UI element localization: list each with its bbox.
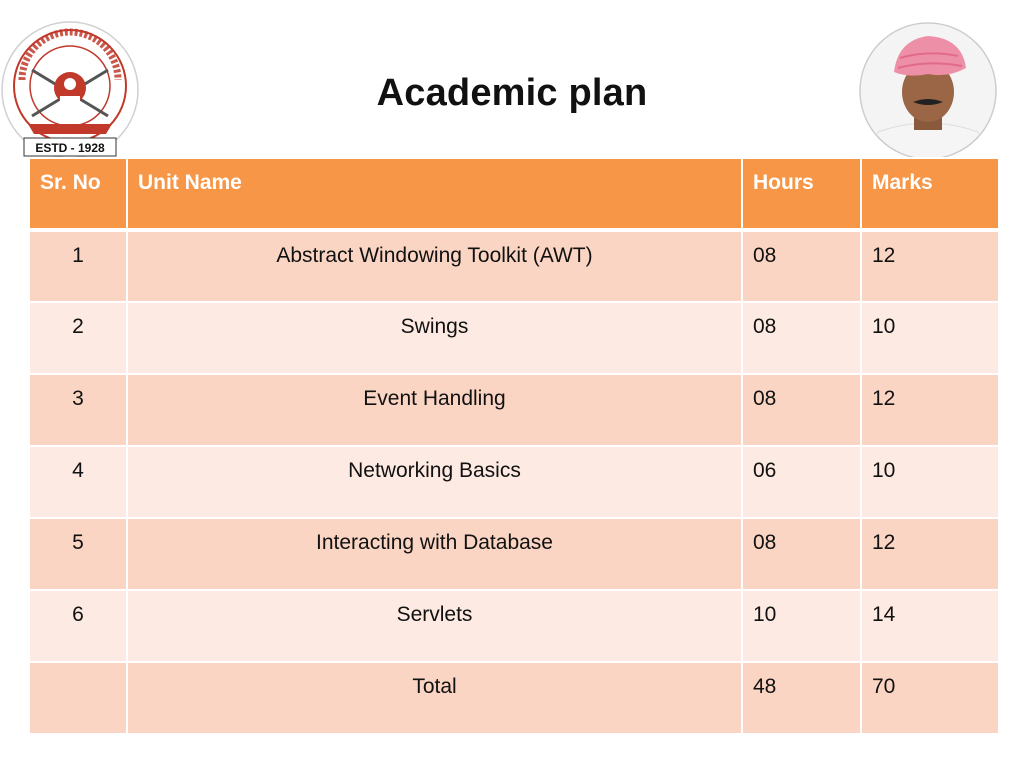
table-total-row <box>29 662 999 734</box>
cell-marks: 10 <box>861 446 999 518</box>
cell-sr-no: 2 <box>29 302 127 374</box>
table-row <box>29 590 999 662</box>
cell-marks: 14 <box>861 590 999 662</box>
cell-marks: 12 <box>861 374 999 446</box>
logo-estd-text: ESTD - 1928 <box>35 141 105 155</box>
cell-sr-no: 4 <box>29 446 127 518</box>
header-marks: Marks <box>861 158 999 230</box>
cell-total-hours: 48 <box>742 662 861 734</box>
cell-hours: 08 <box>742 230 861 302</box>
cell-sr-no <box>29 662 127 734</box>
table-row <box>29 518 999 590</box>
cell-total-marks: 70 <box>861 662 999 734</box>
cell-unit-name: Servlets <box>127 590 742 662</box>
cell-hours: 08 <box>742 302 861 374</box>
cell-marks: 12 <box>861 230 999 302</box>
institution-logo <box>0 20 140 160</box>
table-header-row <box>29 158 999 230</box>
table-row <box>29 302 999 374</box>
table-row <box>29 230 999 302</box>
page-title: Academic plan <box>376 72 648 114</box>
cell-sr-no: 1 <box>29 230 127 302</box>
cell-unit-name: Swings <box>127 302 742 374</box>
cell-hours: 06 <box>742 446 861 518</box>
cell-hours: 08 <box>742 518 861 590</box>
cell-total-label: Total <box>127 662 742 734</box>
header-hours: Hours <box>742 158 861 230</box>
cell-sr-no: 5 <box>29 518 127 590</box>
cell-marks: 10 <box>861 302 999 374</box>
table-row <box>29 446 999 518</box>
cell-unit-name: Abstract Windowing Toolkit (AWT) <box>127 230 742 302</box>
cell-unit-name: Event Handling <box>127 374 742 446</box>
cell-sr-no: 3 <box>29 374 127 446</box>
founder-portrait <box>858 22 998 160</box>
academic-plan-table <box>28 157 1000 735</box>
cell-unit-name: Interacting with Database <box>127 518 742 590</box>
cell-hours: 08 <box>742 374 861 446</box>
cell-hours: 10 <box>742 590 861 662</box>
header-unit-name: Unit Name <box>127 158 742 230</box>
cell-unit-name: Networking Basics <box>127 446 742 518</box>
cell-sr-no: 6 <box>29 590 127 662</box>
cell-marks: 12 <box>861 518 999 590</box>
header-sr-no: Sr. No <box>29 158 127 230</box>
table-row <box>29 374 999 446</box>
